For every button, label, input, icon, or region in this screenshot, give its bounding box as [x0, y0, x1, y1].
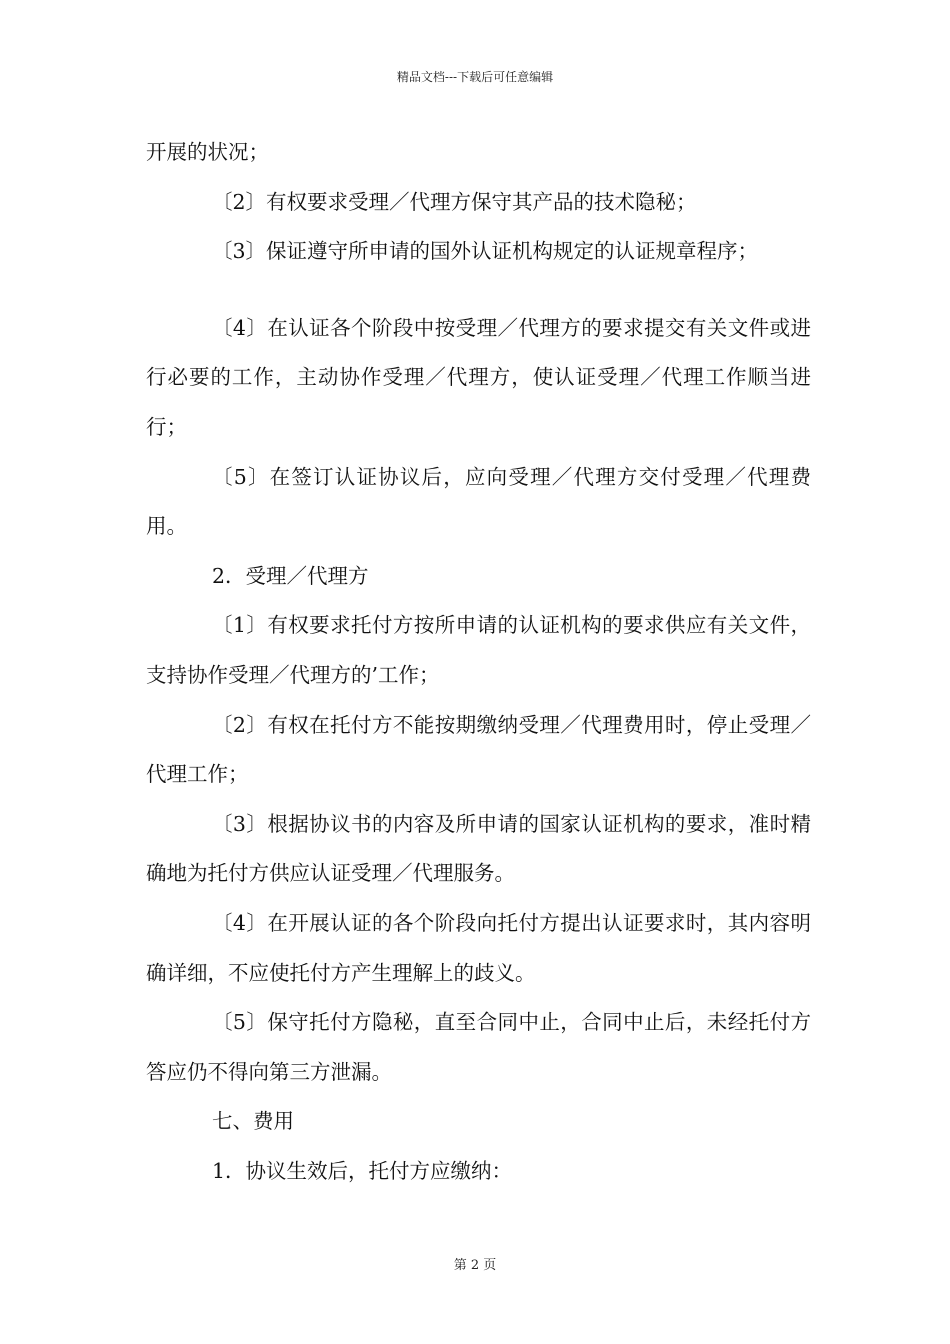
section-heading: 2．受理／代理方: [212, 563, 369, 588]
paragraph: 〔1〕有权要求托付方按所申请的认证机构的要求供应有关文件，支持协作受理／代理方的’工作；: [146, 613, 811, 687]
paragraph: 〔4〕在开展认证的各个阶段向托付方提出认证要求时，其内容明确详细，不应使托付方产生理解上的歧义。: [146, 910, 811, 985]
document-body: [146, 128, 811, 1196]
page-header: 精品文档---下载后可任意编辑: [396, 70, 554, 84]
paragraph: 开展的状况；: [146, 140, 269, 164]
paragraph: 〔2〕有权在托付方不能按期缴纳受理／代理费用时，停止受理／代理工作；: [146, 712, 811, 787]
paragraph: 〔5〕在签订认证协议后，应向受理／代理方交付受理／代理费用。: [146, 464, 811, 539]
page-number: 第 2 页: [453, 1258, 497, 1273]
paragraph: 〔4〕在认证各个阶段中按受理／代理方的要求提交有关文件或进行必要的工作，主动协作受理／代理方，使认证受理／代理工作顺当进行；: [146, 315, 811, 439]
paragraph: 〔2〕有权要求受理／代理方保守其产品的技术隐秘；: [212, 189, 697, 214]
paragraph: 〔5〕保守托付方隐秘，直至合同中止，合同中止后，未经托付方答应仍不得向第三方泄漏。: [146, 1010, 811, 1084]
paragraph: 〔3〕根据协议书的内容及所申请的国家认证机构的要求，准时精确地为托付方供应认证受理／代理服务。: [146, 811, 811, 886]
section-heading: 七、费用: [212, 1109, 294, 1134]
paragraph: 1．协议生效后，托付方应缴纳：: [212, 1158, 513, 1183]
paragraph: 〔3〕保证遵守所申请的国外认证机构规定的认证规章程序；: [212, 239, 759, 264]
